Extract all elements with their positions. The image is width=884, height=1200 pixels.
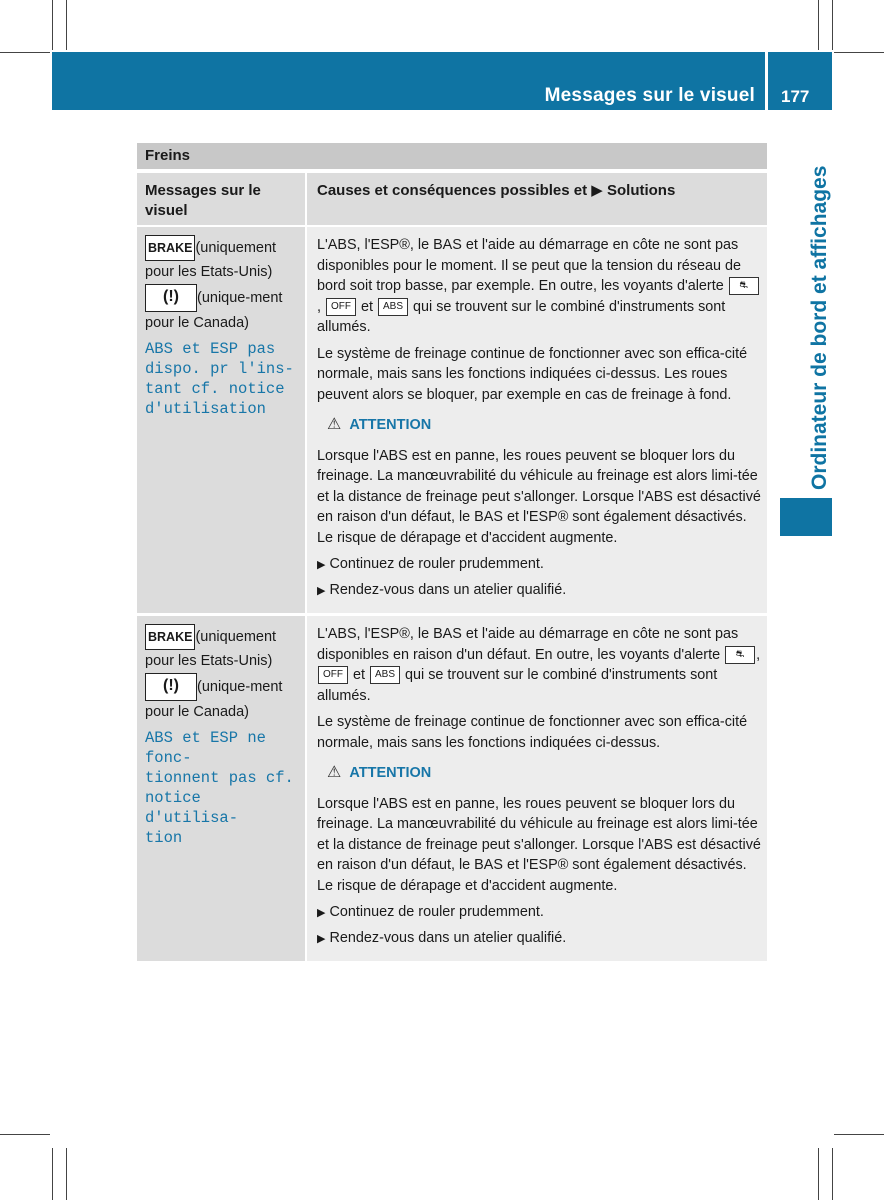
causes-cell — [307, 227, 767, 613]
usa-note: (uniquement pour les Etats-Unis) — [145, 239, 277, 280]
display-message: ABS et ESP ne fonc- tionnent pas cf. notice d'utilisa- tion — [145, 729, 294, 847]
brake-icon: BRAKE — [145, 235, 195, 261]
arrow-icon: ▶ — [317, 584, 326, 597]
crop-mark — [0, 52, 50, 53]
abs-icon: ABS — [378, 298, 408, 316]
crop-mark — [832, 1148, 833, 1200]
parking-brake-icon: (!) — [145, 673, 197, 701]
crop-mark — [52, 1148, 53, 1200]
page-header — [52, 52, 765, 110]
section-title: Freins — [137, 143, 767, 169]
crop-mark — [834, 52, 884, 53]
step-item: ▶ Rendez-vous dans un atelier qualifié. — [317, 929, 567, 946]
column-header-messages: Messages sur le visuel — [137, 173, 305, 225]
parking-brake-icon: (!) — [145, 284, 197, 312]
esp-skid-icon: ⛐ — [725, 646, 755, 664]
crop-mark — [818, 1148, 819, 1200]
usa-note: (uniquement pour les Etats-Unis) — [145, 628, 277, 669]
step-item: ▶ Continuez de rouler prudemment. — [317, 904, 544, 920]
paragraph: Le système de freinage continue de fonctionner avec son effica-cité normale, mais sans les fonctions indiquées ci-dessus. Les roues peuvent alors se bloquer, par exemple en cas de freinage à fond. — [317, 345, 748, 403]
step-item: ▶ Rendez-vous dans un atelier qualifié. — [317, 581, 567, 598]
causes-cell — [307, 616, 767, 961]
page-number-box — [768, 52, 832, 110]
message-cell — [137, 227, 305, 613]
arrow-icon: ▶ — [317, 559, 326, 571]
crop-mark — [832, 0, 833, 50]
paragraph: L'ABS, l'ESP®, le BAS et l'aide au démarrage en côte ne sont pas disponibles en raison d'un défaut. En outre, les voyants d'alerte ⛐ , OFF et ABS qui se trouvent sur le combiné d'instruments sont allumés. — [317, 626, 761, 704]
crop-mark — [66, 1148, 67, 1200]
attention-heading: ⚠ ATTENTION — [327, 416, 432, 433]
warning-triangle-icon: ⚠ — [327, 764, 342, 781]
message-table — [137, 143, 767, 964]
step-item: ▶ Continuez de rouler prudemment. — [317, 556, 544, 572]
table-header — [137, 173, 767, 225]
page-number: 177 — [781, 87, 810, 106]
message-cell — [137, 616, 305, 961]
arrow-icon: ▶ — [317, 932, 326, 945]
warning-triangle-icon: ⚠ — [327, 416, 342, 433]
table-row — [137, 227, 767, 613]
paragraph: Le système de freinage continue de fonctionner avec son effica-cité normale, mais sans les fonctions indiquées ci-dessus. — [317, 714, 748, 751]
canada-note: (unique-ment pour le Canada) — [145, 678, 283, 720]
display-message: ABS et ESP pas dispo. pr l'ins- tant cf. notice d'utilisation — [145, 340, 294, 418]
esp-skid-icon: ⛐ — [729, 277, 759, 295]
attention-heading: ⚠ ATTENTION — [327, 764, 432, 781]
crop-mark — [0, 1134, 50, 1135]
warning-text: Lorsque l'ABS est en panne, les roues peuvent se bloquer lors du freinage. La manœuvrabilité du véhicule au freinage est alors limi-tée et la distance de freinage peut s'allonger. Lorsque l'ABS est désactivé en raison d'un défaut, le BAS et l'ESP® sont également désactivés. Le risque de dérapage et d'accident augmente. — [317, 447, 761, 546]
brake-icon: BRAKE — [145, 624, 195, 650]
page-title: Messages sur le visuel — [544, 85, 755, 106]
crop-mark — [52, 0, 53, 50]
column-header-causes: Causes et conséquences possibles et ▶ Solutions — [307, 173, 767, 225]
chapter-tab-marker — [780, 498, 832, 536]
abs-icon: ABS — [370, 666, 400, 684]
esp-off-icon: OFF — [318, 666, 348, 684]
crop-mark — [834, 1134, 884, 1135]
chapter-tab-label: Ordinateur de bord et affichages — [808, 165, 831, 490]
crop-mark — [66, 0, 67, 50]
crop-mark — [818, 0, 819, 50]
arrow-icon: ▶ — [317, 907, 326, 919]
canada-note: (unique-ment pour le Canada) — [145, 289, 283, 331]
paragraph: L'ABS, l'ESP®, le BAS et l'aide au démarrage en côte ne sont pas disponibles pour le moment. Il se peut que la tension du réseau de bord soit trop basse, par exemple. En outre, les voyants d'alerte ⛐, OFF et ABS qui se trouvent sur le combiné d'instruments sont allumés. — [317, 235, 761, 338]
warning-text: Lorsque l'ABS est en panne, les roues peuvent se bloquer lors du freinage. La manœuvrabilité du véhicule au freinage est alors limi-tée et la distance de freinage peut s'allonger. Lorsque l'ABS est désactivé en raison d'un défaut, le BAS et l'ESP® sont également désactivés. Le risque de dérapage et d'accident augmente. — [317, 795, 761, 894]
table-row — [137, 616, 767, 961]
esp-off-icon: OFF — [326, 298, 356, 316]
